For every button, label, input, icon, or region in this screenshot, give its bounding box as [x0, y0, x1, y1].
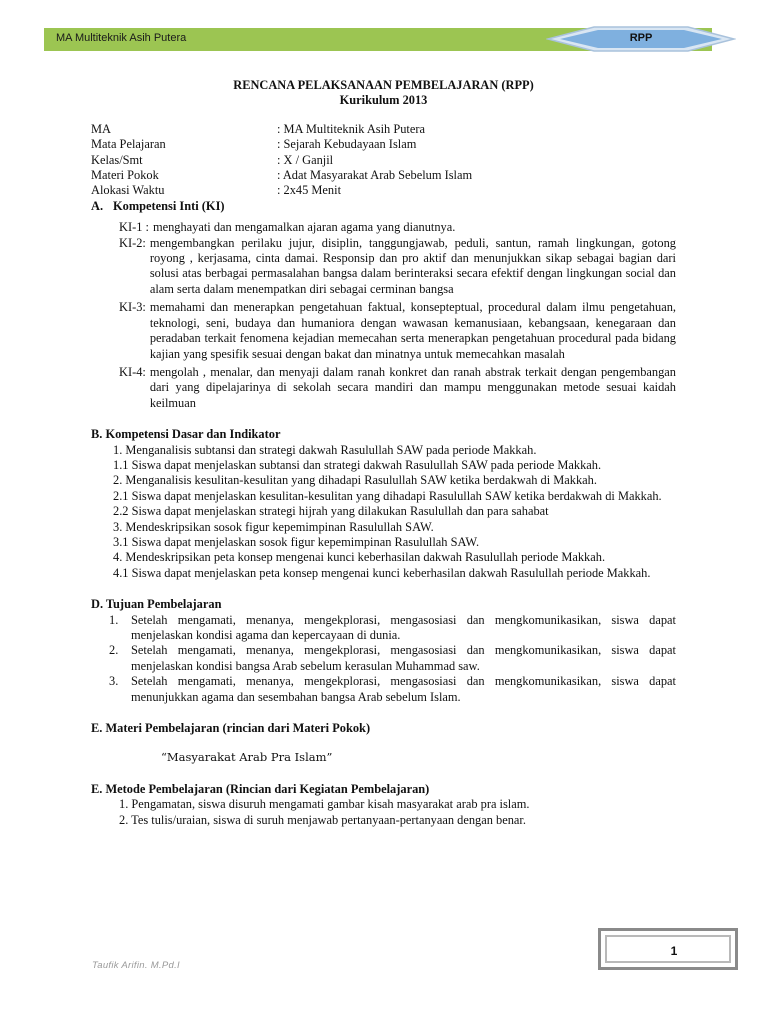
- meta-value: : X / Ganjil: [277, 152, 334, 167]
- meta-row-ma: [91, 122, 676, 137]
- meta-label: Materi Pokok: [91, 168, 159, 183]
- ki-3: [119, 300, 676, 362]
- metode-content: [91, 797, 676, 828]
- section-e-metode-heading: E. Metode Pembelajaran (Rincian dari Kegiatan Pembelajaran): [91, 781, 430, 796]
- meta-value: : 2x45 Menit: [277, 183, 342, 198]
- meta-label: Mata Pelajaran: [91, 137, 166, 152]
- section-a-heading: [91, 199, 676, 214]
- metode-line: 1. Pengamatan, siswa disuruh mengamati gambar kisah masyarakat arab pra islam.: [119, 797, 530, 812]
- ki-label: KI-4:: [119, 364, 146, 379]
- tujuan-text: Setelah mengamati, menanya, mengekplorasi, mengasosiasi dan mengkomunikasikan, siswa dapat menjelaskan kondisi bangsa Arab sebelum kerasulan Muhammad saw.: [131, 643, 676, 673]
- tujuan-number: 1.: [109, 612, 119, 627]
- header-school-name: MA Multiteknik Asih Putera: [56, 32, 187, 44]
- kd-line: 1. Menganalisis subtansi dan strategi dakwah Rasulullah SAW pada periode Makkah.: [113, 442, 537, 457]
- materi-quote: “Masyarakat Arab Pra Islam”: [161, 750, 333, 765]
- meta-label: MA: [91, 121, 111, 136]
- doc-title: RENCANA PELAKSANAAN PEMBELAJARAN (RPP): [233, 78, 534, 92]
- ki-label: KI-3:: [119, 300, 146, 315]
- kd-line: 2.1 Siswa dapat menjelaskan kesulitan-kesulitan yang dihadapi Rasulullah SAW ketika berdakwah di Makkah.: [113, 488, 662, 503]
- kd-line: 2.2 Siswa dapat menjelaskan strategi hijrah yang dilakukan Rasulullah dan para sahabat: [113, 504, 549, 519]
- ki-text: menghayati dan mengamalkan ajaran agama yang dianutnya.: [152, 220, 456, 235]
- header-badge-label: RPP: [629, 32, 653, 44]
- kd-line: 3. Mendeskripsikan sosok figur kepemimpinan Rasulullah SAW.: [113, 519, 434, 534]
- meta-row-alokasi: [91, 183, 676, 198]
- tujuan-item-1: [109, 613, 676, 644]
- ki-text: mengolah , menalar, dan menyaji dalam ranah konkret dan ranah abstrak terkait dengan pengembangan dari yang dipelajarinya di sekolah secara mandiri dan mampu menggunakan metode sesuai kaidah keilmuan: [149, 364, 676, 410]
- ki-2: [119, 236, 676, 298]
- meta-label: Alokasi Waktu: [91, 183, 165, 198]
- meta-row-mapel: [91, 137, 676, 152]
- ki-label: KI-2:: [119, 235, 146, 250]
- tujuan-text: Setelah mengamati, menanya, mengekplorasi, mengasosiasi dan mengkomunikasikan, siswa dapat menunjukkan agama dan sesembahan bangsa Arab sebelum Islam.: [131, 674, 676, 704]
- ki-label: KI-1 :: [119, 220, 149, 235]
- meta-row-kelas: [91, 153, 676, 168]
- tujuan-item-3: [109, 674, 676, 705]
- meta-table: [91, 122, 676, 199]
- tujuan-item-2: [109, 643, 676, 674]
- doc-subtitle: Kurikulum 2013: [339, 93, 428, 108]
- section-b-content: [91, 443, 676, 582]
- kd-line: 1.1 Siswa dapat menjelaskan subtansi dan strategi dakwah Rasulullah SAW pada periode Makkah.: [113, 457, 602, 472]
- meta-value: : Sejarah Kebudayaan Islam: [277, 137, 417, 152]
- section-b-heading: B. Kompetensi Dasar dan Indikator: [91, 427, 281, 442]
- tujuan-number: 3.: [109, 674, 119, 689]
- section-a-title: Kompetensi Inti (KI): [113, 198, 225, 213]
- ki-4: [119, 365, 676, 411]
- meta-label: Kelas/Smt: [91, 152, 143, 167]
- metode-line: 2. Tes tulis/uraian, siswa di suruh menjawab pertanyaan-pertanyaan dengan benar.: [119, 812, 526, 827]
- meta-value: : MA Multiteknik Asih Putera: [277, 121, 426, 136]
- ki-text: mengembangkan perilaku jujur, disiplin, tanggungjawab, peduli, santun, ramah lingkungan, gotong royong , kerjasama, cinta damai. Responsip dan pro aktif dan menunjukkan sikap sebagai bagian dari solusi atas berbagai permasalahan bangsa dalam berinteraksi secara efektif dengan lingkungan social dan alam serta dalam menempatkan diri sebagai cerminan bangsa: [149, 235, 676, 296]
- kd-line: 4.1 Siswa dapat menjelaskan peta konsep mengenai kunci keberhasilan dakwah Rasulullah periode Makkah.: [113, 565, 651, 580]
- section-a-number: A.: [91, 198, 104, 213]
- ki-1: [119, 220, 676, 235]
- kd-line: 2. Menganalisis kesulitan-kesulitan yang dihadapi Rasulullah SAW ketika berdakwah di Makkah.: [113, 473, 597, 488]
- meta-value: : Adat Masyarakat Arab Sebelum Islam: [277, 168, 473, 183]
- footer-author: Taufik Arifin. M.Pd.I: [92, 960, 180, 971]
- tujuan-number: 2.: [109, 643, 119, 658]
- page-number: 1: [670, 944, 678, 958]
- tujuan-text: Setelah mengamati, menanya, mengekplorasi, mengasosiasi dan mengkomunikasikan, siswa dapat menjelaskan kondisi agama dan kepercayaan di dunia.: [131, 612, 676, 642]
- kd-line: 4. Mendeskripsikan peta konsep mengenai kunci keberhasilan dakwah Rasulullah periode Makkah.: [113, 550, 606, 565]
- section-e-materi-heading: E. Materi Pembelajaran (rincian dari Materi Pokok): [91, 721, 371, 736]
- section-d-heading: D. Tujuan Pembelajaran: [91, 597, 222, 612]
- meta-row-materi: [91, 168, 676, 183]
- document-body: [91, 78, 676, 828]
- ki-text: memahami dan menerapkan pengetahuan faktual, konsepteptual, procedural dalam ilmu pengetahuan, teknologi, seni, budaya dan humaniora dengan wawasan kemanusiaan, kebangsaan, kenegaraan dan peradaban terkait fenomena kejadian memecahan serta menerapkan pengetahuan procedural pada bidang kajian yang spesifik sesuai dengan bakat dan minatnya untuk memecahkan masalah: [149, 300, 676, 361]
- kd-line: 3.1 Siswa dapat menjelaskan sosok figur kepemimpinan Rasulullah SAW.: [113, 534, 480, 549]
